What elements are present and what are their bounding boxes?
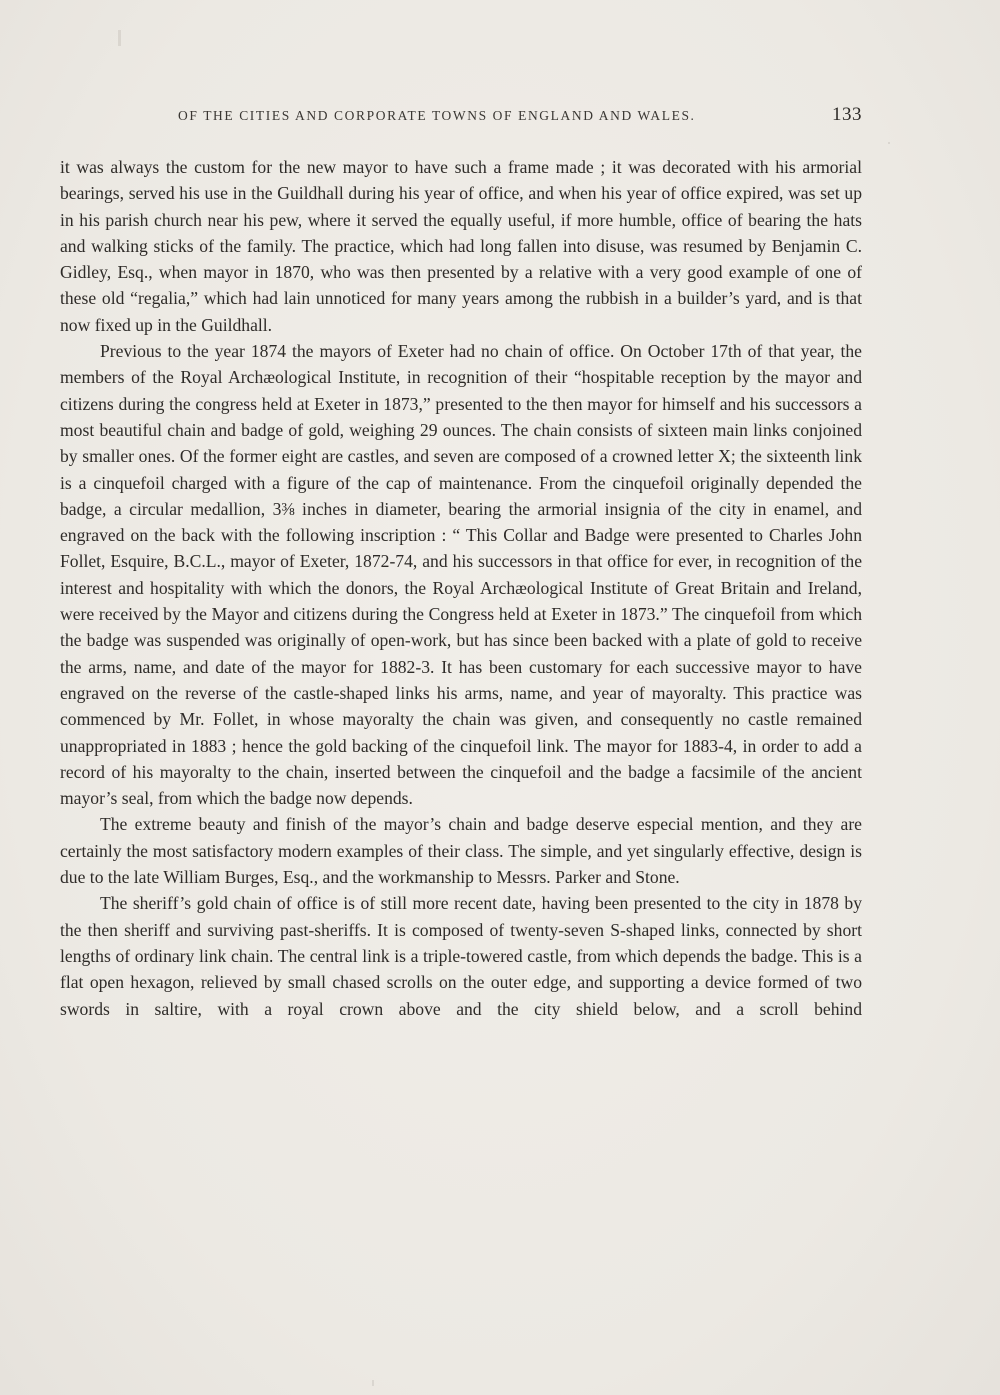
- running-head: OF THE CITIES AND CORPORATE TOWNS OF ENGLAND AND WALES.: [178, 108, 696, 123]
- paragraph-3: The extreme beauty and finish of the mayor’s chain and badge deserve especial mention, and they are certainly the most satisfactory modern examples of their class. The simple, and yet singularly effective, design is due to the late William Burges, Esq., and the workmanship to Messrs. Parker and Stone.: [60, 814, 862, 888]
- paper-blemish: [888, 142, 890, 144]
- page-number: 133: [832, 104, 862, 125]
- paragraph-2: Previous to the year 1874 the mayors of Exeter had no chain of office. On October 17th of that year, the members of the Royal Archæological Institute, in recognition of their “hospitable reception by the mayor and citizens during the congress held at Exeter in 1873,” presented to the then mayor for himself and his successors a most beautiful chain and badge of gold, weighing 29 ounces. The chain consists of sixteen main links conjoined by smaller ones. Of the former eight are castles, and seven are composed of a crowned letter X; the sixteenth link is a cinquefoil charged with a figure of the cap of maintenance. From the cinquefoil originally depended the badge, a circular medallion, 3⅜ inches in diameter, bearing the armorial insignia of the city in enamel, and engraved on the back with the following inscription : “ This Collar and Badge were presented to Charles John Follet, Esquire, B.C.L., mayor of Exeter, 1872-74, and his successors in that office for ever, in recognition of the interest and hospitality with which the donors, the Royal Archæological Institute of Great Britain and Ireland, were received by the Mayor and citizens during the Congress held at Exeter in 1873.” The cinquefoil from which the badge was suspended was originally of open-work, but has since been backed with a plate of gold to receive the arms, name, and date of the mayor for 1882-3. It has been customary for each successive mayor to have engraved on the reverse of the castle-shaped links his arms, name, and year of mayoralty. This practice was commenced by Mr. Follet, in whose mayoralty the chain was given, and consequently no castle remained unappropriated in 1883 ; hence the gold backing of the cinquefoil link. The mayor for 1883-4, in order to add a record of his mayoralty to the chain, inserted between the cinquefoil and the badge a facsimile of the ancient mayor’s seal, from which the badge now depends.: [60, 341, 862, 809]
- body-text: [60, 154, 862, 1022]
- paper-blemish: [372, 1380, 374, 1386]
- paragraph-4: The sheriff’s gold chain of office is of still more recent date, having been presented to the city in 1878 by the then sheriff and surviving past-sheriffs. It is composed of twenty-seven S-shaped links, connected by short lengths of ordinary link chain. The central link is a triple-towered castle, from which depends the badge. This is a flat open hexagon, relieved by small chased scrolls on the outer edge, and supporting a device formed of two swords in saltire, with a royal crown above and the city shield below, and a scroll behind: [60, 893, 862, 1019]
- page-header: [60, 106, 862, 128]
- paper-blemish: [118, 30, 121, 46]
- paragraph-1: it was always the custom for the new mayor to have such a frame made ; it was decorated with his armorial bearings, served his use in the Guildhall during his year of office, and when his year of office expired, was set up in his parish church near his pew, where it served the equally useful, if more humble, office of bearing the hats and walking sticks of the family. The practice, which had long fallen into disuse, was resumed by Benjamin C. Gidley, Esq., when mayor in 1870, who was then presented by a relative with a very good example of one of these old “regalia,” which had lain unnoticed for many years among the rubbish in a builder’s yard, and is that now fixed up in the Guildhall.: [60, 157, 862, 335]
